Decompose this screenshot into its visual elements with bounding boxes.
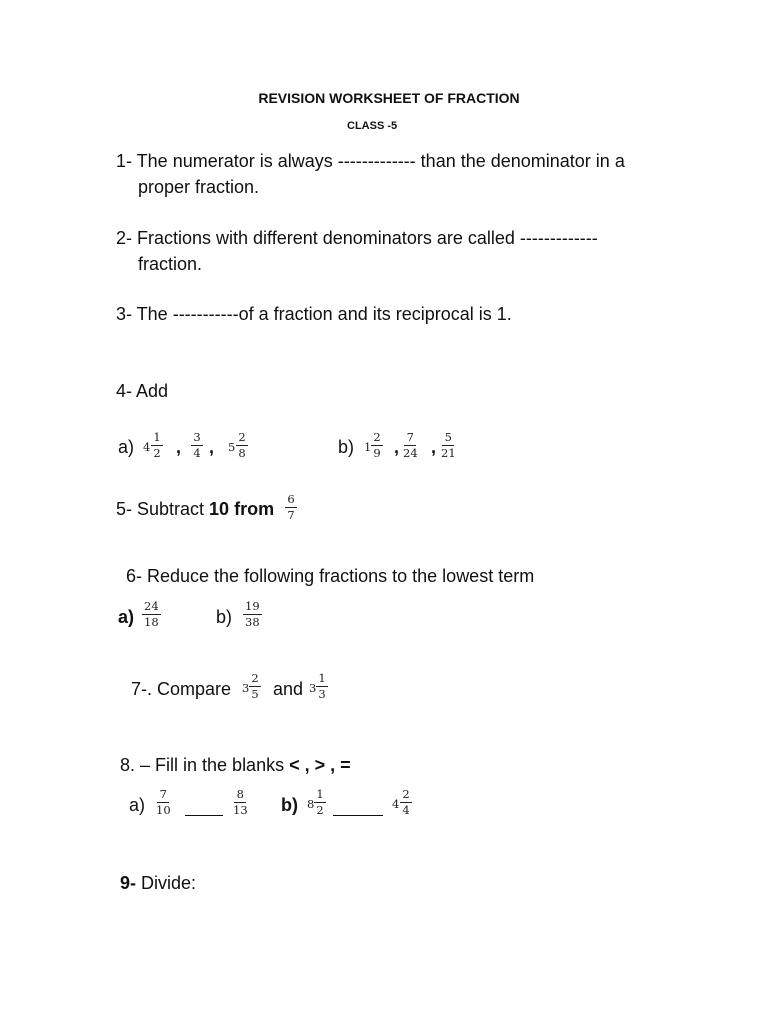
question-5 [116,496,274,522]
question-2-line-2: fraction. [138,254,203,274]
question-1 [116,148,625,200]
numerator: 6 [285,493,297,508]
question-8b-label: b) [281,795,298,815]
question-9 [120,870,196,896]
numerator: 5 [442,431,454,446]
question-6-label: 6- Reduce the following fractions to the lowest term [126,566,535,586]
numerator: 2 [400,788,412,803]
denominator: 10 [156,803,171,817]
question-6b-label: b) [216,607,233,627]
numerator: 2 [249,672,261,687]
answer-blank [333,815,383,816]
q6b-fraction [243,600,262,629]
q6a-fraction [142,600,161,629]
separator-comma: , [209,437,215,457]
separator-comma: , [394,437,400,457]
question-8-prefix: 8. – Fill in the blanks [120,755,290,775]
q5-fraction [285,493,297,522]
q4b-fraction-1 [371,431,383,460]
numerator: 8 [234,788,246,803]
denominator: 3 [318,687,326,701]
denominator: 24 [403,446,418,460]
q4b-fraction-3 [441,431,456,460]
question-8a-label: a) [129,795,146,815]
denominator: 2 [316,803,324,817]
q4a-fraction-3 [236,431,248,460]
question-4-label: 4- Add [116,381,169,401]
question-2 [116,225,598,277]
denominator: 13 [233,803,248,817]
denominator: 7 [287,508,295,522]
q7-second-whole: 3 [309,681,317,695]
denominator: 5 [251,687,259,701]
numerator: 7 [157,788,169,803]
numerator: 24 [144,599,159,613]
worksheet-title: REVISION WORKSHEET OF FRACTION [258,90,520,106]
question-4b-label: b) [338,437,355,457]
q8b-left-fraction [314,788,326,817]
denominator: 38 [245,615,260,629]
q4a-fraction-1 [151,431,163,460]
numerator: 2 [236,431,248,446]
denominator: 4 [402,803,410,817]
q8b-right-fraction [400,788,412,817]
question-8-symbols: < , > , = [289,755,351,775]
denominator: 4 [193,446,201,460]
question-3: 3- The -----------of a fraction and its reciprocal is 1. [116,304,512,324]
numerator: 3 [191,431,203,446]
numerator: 1 [316,672,328,687]
separator-comma: , [176,437,182,457]
question-5-prefix: 5- Subtract [116,499,210,519]
question-9-label: Divide: [136,873,197,893]
separator-comma: , [431,437,437,457]
q4b-fraction-2 [403,431,418,460]
q8b-right-whole: 4 [392,797,400,811]
q4a-f3-whole: 5 [228,440,236,454]
q4a-f1-whole: 4 [143,440,151,454]
denominator: 21 [441,446,456,460]
question-1-line-1: 1- The numerator is always ------------- than the denominator in a [116,151,625,171]
numerator: 1 [151,431,163,446]
class-label: CLASS -5 [347,120,398,132]
q7-second-fraction [316,672,328,701]
q4b-f1-whole: 1 [364,440,372,454]
question-7-label: 7-. Compare [131,679,232,699]
question-7-and: and [273,679,304,699]
question-9-number: 9- [120,873,137,893]
question-1-line-2: proper fraction. [138,177,260,197]
question-4a-label: a) [118,437,135,457]
answer-blank [185,815,223,816]
question-2-line-1: 2- Fractions with different denominators are called ------------- [116,228,598,248]
question-8-label [120,752,351,778]
q7-first-fraction [249,672,261,701]
denominator: 8 [238,446,246,460]
q8a-right-fraction [233,788,248,817]
question-5-bold: 10 from [209,499,275,519]
q8a-left-fraction [156,788,171,817]
q7-first-whole: 3 [242,681,250,695]
numerator: 19 [245,599,260,613]
numerator: 7 [404,431,416,446]
denominator: 2 [153,446,161,460]
q8b-left-whole: 8 [307,797,315,811]
numerator: 2 [371,431,383,446]
denominator: 18 [144,615,159,629]
question-6a-label: a) [118,607,135,627]
denominator: 9 [373,446,381,460]
q4a-fraction-2 [191,431,203,460]
numerator: 1 [314,788,326,803]
